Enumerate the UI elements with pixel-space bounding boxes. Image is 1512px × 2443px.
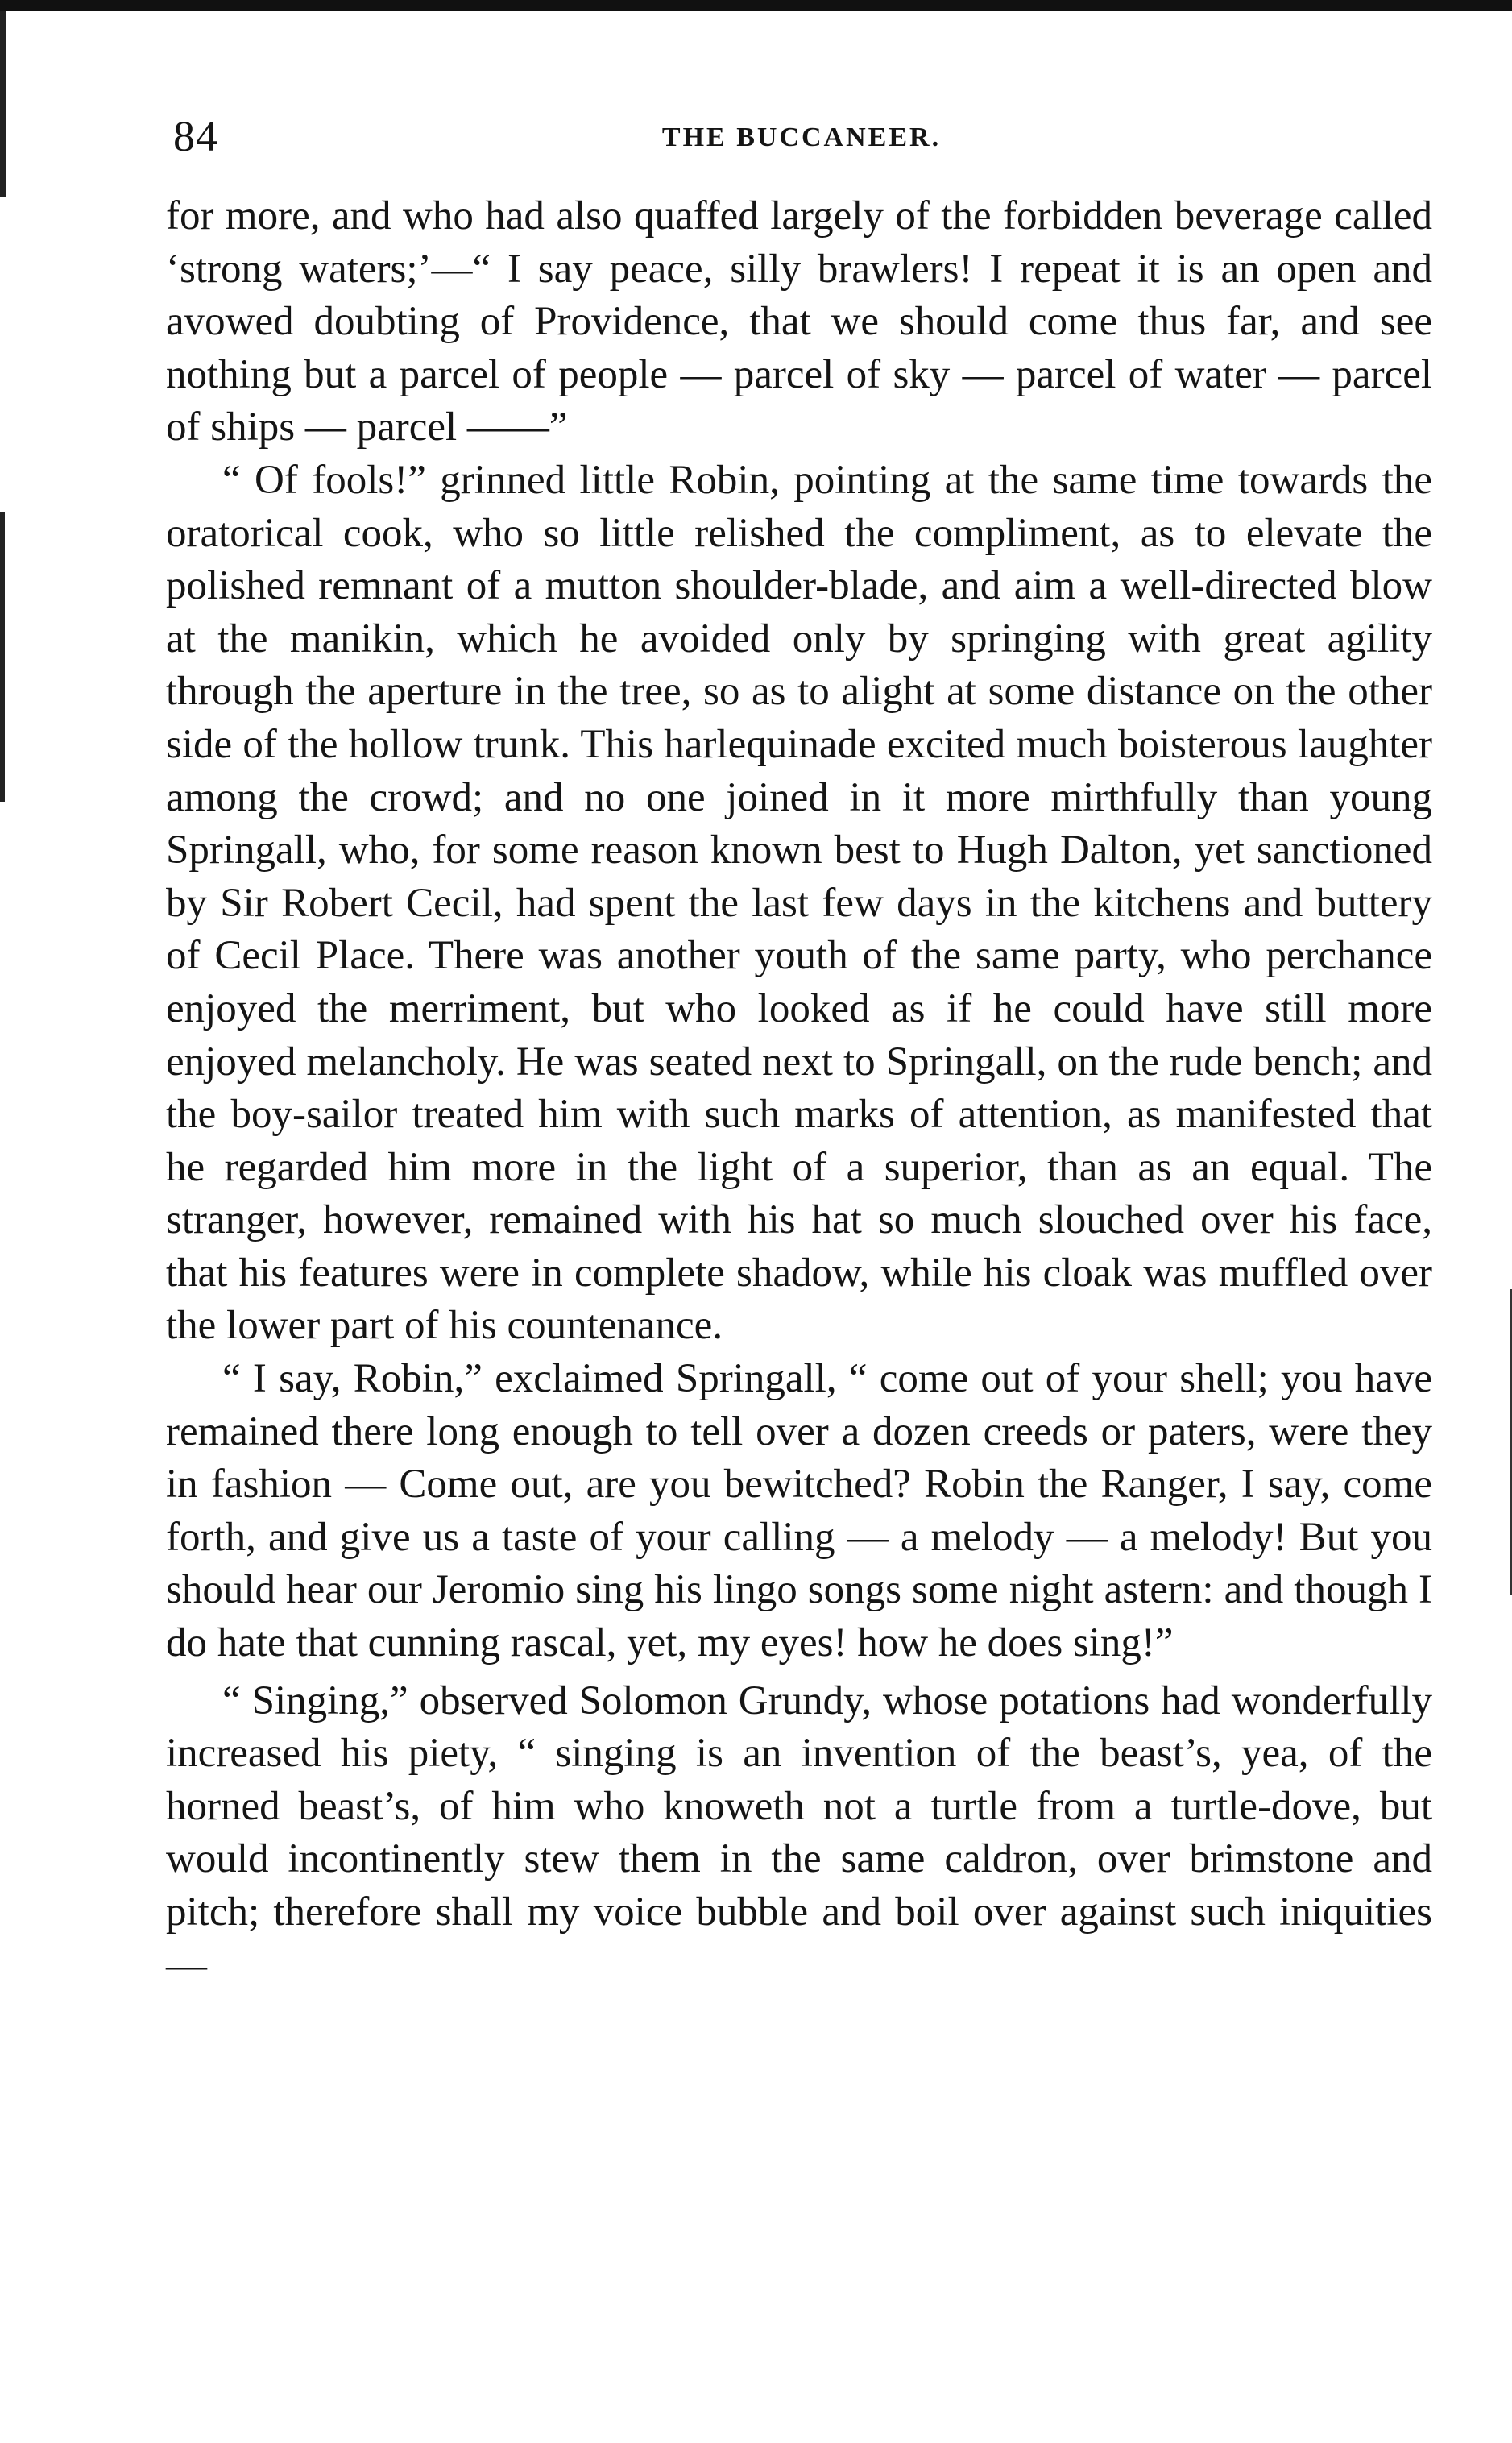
page-header [173, 111, 1430, 176]
paragraph-2: “ Of fools!” grinned little Robin, pointing at the same time towards the oratorical cook, who so little relished the compliment, as to elevate the polished remnant of a mutton shoulder-blade, and aim a well-directed blow at the manikin, which he avoided only by springing with great agility through the aperture in the tree, so as to alight at some distance on the other side of the hollow trunk. This harlequinade excited much boisterous laughter among the crowd; and no one joined in it more mirthfully than young Springall, who, for some reason known best to Hugh Dalton, yet sanctioned by Sir Robert Cecil, had spent the last few days in the kitchens and buttery of Cecil Place. There was another youth of the same party, who perchance enjoyed the merriment, but who looked as if he could have still more enjoyed melancholy. He was seated next to Springall, on the rude bench; and the boy-sailor treated him with such marks of attention, as manifested that he regarded him more in the light of a superior, than as an equal. The stranger, however, remained with his hat so much slouched over his face, that his features were in complete shadow, while his cloak was muffled over the lower part of his countenance. [166, 457, 1432, 1349]
running-head: THE BUCCANEER. [661, 122, 942, 152]
paragraph-4: “ Singing,” observed Solomon Grundy, whose potations had wonderfully increased his piety, “ singing is an invention of the beast’s, yea, of the horned beast’s, of him who knoweth not a turtle from a turtle-dove, but would incontinently stew them in the same caldron, over brimstone and pitch; therefore shall my voice bubble and boil over against such iniquities — [166, 1678, 1432, 1988]
page-body [166, 190, 1432, 1992]
page-number: 84 [173, 112, 218, 160]
paragraph-3: “ I say, Robin,” exclaimed Springall, “ come out of your shell; you have remained there long enough to tell over a dozen creeds or paters, were they in fashion — Come out, are you bewitched? Robin the Ranger, I say, come forth, and give us a taste of your calling — a melody — a melody! But you should hear our Jeromio sing his lingo songs some night astern: and though I do hate that cunning rascal, yet, my eyes! how he does sing!” [166, 1356, 1432, 1666]
top-border-rule [0, 0, 1512, 11]
paragraph-1: for more, and who had also quaffed largely of the forbidden beverage called ‘strong waters;’—“ I say peace, silly brawlers! I repeat it is an open and avowed doubting of Providence, that we should come thus far, and see nothing but a parcel of people — parcel of sky — parcel of water — parcel of ships — parcel ——” [166, 193, 1432, 450]
binding-edge-mark-top [0, 11, 6, 197]
binding-edge-mark-middle [0, 512, 5, 802]
